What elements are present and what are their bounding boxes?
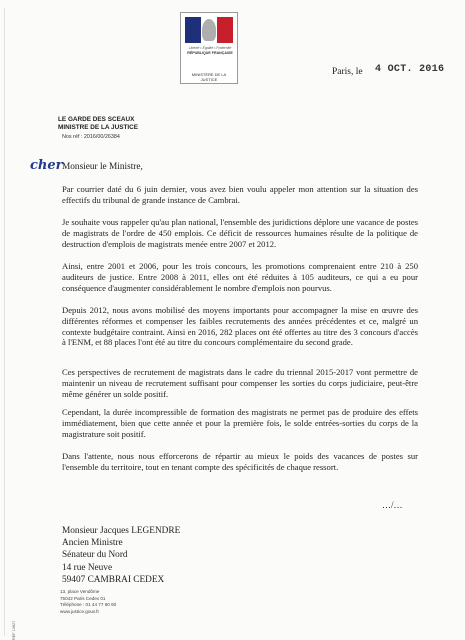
scan-edge-line	[4, 8, 5, 636]
footer-line: 13, place Vendôme	[60, 589, 100, 594]
paragraph-4: Depuis 2012, nous avons mobilisé des moyens importants pour accompagner la mise en œuvre des différentes réformes et compenser les faibles recrutements des années précédentes et ce, malgré un contexte budgétaire contraint. Ainsi en 2016, 282 places ont été offertes au titre des 3 concours d'accès à l'ENM, et 88 places l'ont été au titre du concours complémentaire du second grade.	[62, 305, 418, 348]
date-stamp: 4 OCT. 2016	[375, 64, 445, 75]
addressee-line: Monsieur Jacques LEGENDRE	[62, 526, 181, 536]
paragraph-1: Par courrier daté du 6 juin dernier, vous avez bien voulu appeler mon attention sur la situation des effectifs du tribunal de grande instance de Cambrai.	[62, 184, 418, 205]
footer-line: 75042 Paris Cedex 01	[60, 595, 106, 601]
reference-number: Nos réf : 2016/00/26384	[62, 134, 120, 140]
footer-line: Téléphone : 01 44 77 60 60	[60, 602, 117, 608]
side-reference-code: REF 10827	[12, 620, 16, 640]
logo-motto: Liberté • Égalité • Fraternité	[188, 46, 232, 50]
addressee-line: 59407 CAMBRAI CEDEX	[62, 574, 165, 585]
addressee-line: Sénateur du Nord	[62, 550, 128, 561]
handwritten-annotation: cher	[30, 158, 63, 173]
continuation-mark: …/…	[382, 500, 403, 510]
paragraph-3: Ainsi, entre 2001 et 2006, pour les trois concours, les promotions comprenaient entre 210 à 250 auditeurs de justice. Entre 2008 à 2011, elles ont été réduites à 105 auditeurs, ce qui a eu pour conséquence d'augmenter considérablement le nombre d'emplois non pourvus.	[62, 261, 418, 293]
logo-ministry: MINISTÈRE DE LA JUSTICE	[191, 72, 227, 82]
paragraph-2: Je souhaite vous rappeler qu'au plan national, l'ensemble des juridictions déplore une vacance de postes de magistrats de l'ordre de 450 emplois. Ce déficit de ressources humaines résulte de la politique de destruction d'emplois de magistrats menée entre 2007 et 2012.	[62, 217, 418, 249]
footer-website-link[interactable]: www.justice.gouv.fr	[60, 608, 99, 614]
addressee-line: 14 rue Neuve	[62, 562, 113, 573]
sender-line-1: LE GARDE DES SCEAUX	[58, 116, 135, 123]
sender-line-2: MINISTRE DE LA JUSTICE	[58, 124, 139, 131]
footer-address	[60, 589, 116, 615]
salutation: Monsieur le Ministre,	[62, 162, 143, 172]
paragraph-7: Dans l'attente, nous nous efforcerons de répartir au mieux le poids des vacances de postes sur l'ensemble du territoire, tout en tenant compte des spécificités de chaque ressort.	[62, 451, 418, 472]
addressee-line: Ancien Ministre	[62, 538, 123, 549]
marianne-icon	[202, 19, 216, 41]
sender-block	[58, 116, 138, 132]
addressee-block	[62, 525, 180, 586]
paragraph-5: Ces perspectives de recrutement de magistrats dans le cadre du triennal 2015-2017 vont permettre de maintenir un niveau de recrutement suffisant pour compenser les sorties du corps judiciaire, peut-être même générer un solde positif.	[62, 367, 418, 399]
paragraph-6: Cependant, la durée incompressible de formation des magistrats ne permet pas de produire des effets immédiatement, bien que cette année et pour la première fois, le solde entrées-sorties du corps de la magistrature soit positif.	[62, 407, 418, 439]
place-label: Paris, le	[332, 67, 363, 77]
logo-country: RÉPUBLIQUE FRANÇAISE	[187, 51, 233, 55]
